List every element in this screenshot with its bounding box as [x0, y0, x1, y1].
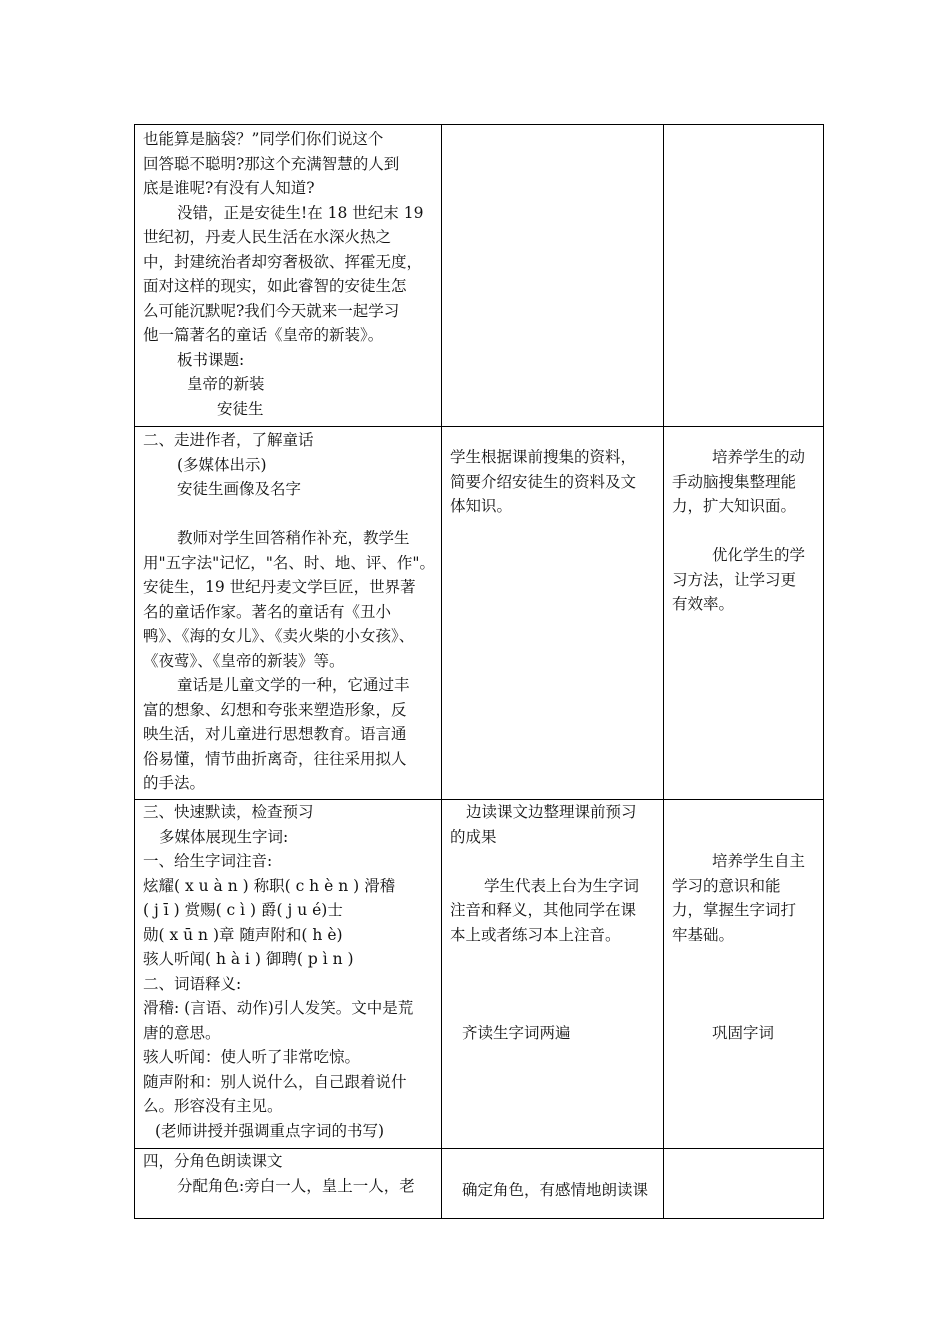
pinyin-line: 勋( x ū n )章 随声附和( h è)	[143, 925, 343, 944]
table-row	[135, 800, 824, 1149]
pinyin-line: 骇人听闻( h à i ) 御聘( p ì n )	[143, 950, 354, 968]
pinyin-line: 炫耀( x u à n ) 称职( c h è n ) 滑稽	[143, 876, 396, 895]
section-heading: 二、走进作者，了解童话	[143, 431, 314, 449]
text-line: 培养学生的动	[712, 448, 806, 466]
text-line: 注音和释义，其他同学在课	[450, 901, 637, 919]
board-title: 皇帝的新装	[187, 375, 265, 393]
text-line: 简要介绍安徒生的资料及文	[450, 472, 637, 491]
text-line: 一、给生字词注音:	[143, 852, 273, 870]
text-line: 学生代表上台为生字词	[484, 876, 640, 895]
text-line: 安徒生，19 世纪丹麦文学巨匠，世界著	[143, 578, 416, 596]
text-line: 板书课题:	[177, 350, 245, 369]
text-line: 力，扩大知识面。	[672, 497, 797, 515]
table-cell-process	[135, 1149, 442, 1219]
text-line: 骇人听闻：使人听了非常吃惊。	[143, 1048, 361, 1066]
text-line: 安徒生画像及名字	[177, 480, 302, 498]
board-author: 安徒生	[217, 399, 264, 418]
text-line: 的手法。	[143, 774, 206, 792]
text-line: 边读课文边整理课前预习	[466, 803, 637, 821]
table-cell-student	[442, 1149, 664, 1219]
text-line: 没错，正是安徒生!在 18 世纪末 19	[177, 203, 424, 222]
table-cell-process	[135, 800, 442, 1149]
table-row	[135, 125, 824, 427]
text-line: 牢基础。	[672, 925, 735, 944]
text-line: 也能算是脑袋？”同学们你们说这个	[143, 130, 384, 148]
text-line: 映生活，对儿童进行思想教育。语言通	[143, 725, 407, 743]
text-line: 富的想象、幻想和夸张来塑造形象，反	[143, 700, 407, 719]
table-cell-intent	[664, 125, 824, 427]
section-heading: 四，分角色朗读课文	[143, 1152, 283, 1170]
text-line: (多媒体出示)	[177, 455, 267, 474]
table-cell-process	[135, 125, 442, 427]
text-line: 面对这样的现实，如此睿智的安徒生怎	[143, 277, 407, 295]
text-line: 《夜莺》、《皇帝的新装》等。	[143, 651, 345, 670]
text-line: 用"五字法"记忆，"名、时、地、评、作"。	[143, 553, 436, 572]
text-line: 力，掌握生字词打	[672, 901, 797, 919]
table-cell-student	[442, 427, 664, 800]
text-line: 俗易懂，情节曲折离奇，往往采用拟人	[143, 749, 407, 768]
text-line: 体知识。	[450, 497, 513, 515]
text-line: 多媒体展现生字词:	[159, 827, 289, 846]
text-line: (老师讲授并强调重点字词的书写)	[155, 1121, 385, 1140]
text-line: 本上或者练习本上注音。	[450, 925, 621, 944]
text-line: 回答聪不聪明?那这个充满智慧的人到	[143, 154, 400, 173]
text-line: 么可能沉默呢?我们今天就来一起学习	[143, 301, 400, 320]
table-cell-intent	[664, 427, 824, 800]
table-row	[135, 1149, 824, 1219]
text-line: 随声附和：别人说什么，自己跟着说什	[143, 1072, 407, 1091]
text-line: 巩固字词	[712, 1023, 775, 1042]
text-line: 唐的意思。	[143, 1023, 221, 1042]
text-line: 二、词语释义:	[143, 974, 242, 993]
text-line: 分配角色:旁白一人，皇上一人，老	[177, 1176, 415, 1195]
text-line: 有效率。	[672, 595, 735, 613]
text-line: 童话是儿童文学的一种，它通过丰	[177, 676, 410, 694]
table-cell-student	[442, 800, 664, 1149]
text-line: 确定角色，有感情地朗读课	[462, 1181, 649, 1199]
table-cell-process	[135, 427, 442, 800]
text-line: 世纪初，丹麦人民生活在水深火热之	[143, 228, 392, 246]
text-line: 中，封建统治者却穷奢极欲、挥霍无度，	[143, 252, 423, 271]
table-row	[135, 427, 824, 800]
text-line: 滑稽: (言语、动作)引人发笑。文中是荒	[143, 999, 414, 1017]
table-cell-student	[442, 125, 664, 427]
text-line: 习方法，让学习更	[672, 570, 797, 589]
text-line: 学习的意识和能	[672, 876, 781, 895]
table-cell-intent	[664, 800, 824, 1149]
text-line: 他一篇著名的童话《皇帝的新装》。	[143, 326, 384, 344]
lesson-plan-table	[134, 124, 824, 1219]
text-line: 的成果	[450, 827, 497, 846]
text-line: 学生根据课前搜集的资料，	[450, 448, 637, 466]
text-line: 齐读生字词两遍	[462, 1023, 571, 1042]
text-line: 名的童话作家。著名的童话有《丑小	[143, 602, 392, 621]
text-line: 教师对学生回答稍作补充，教学生	[177, 529, 410, 547]
text-line: 培养学生自主	[712, 852, 806, 870]
text-line: 优化学生的学	[712, 546, 806, 564]
text-line: 鸭》、《海的女儿》、《卖火柴的小女孩》、	[143, 627, 415, 645]
text-line: 底是谁呢?有没有人知道?	[143, 179, 315, 197]
pinyin-line: ( j ī ) 赏赐( c ì ) 爵( j u é)士	[143, 901, 343, 919]
text-line: 么。形容没有主见。	[143, 1097, 283, 1115]
table-cell-intent	[664, 1149, 824, 1219]
text-line: 手动脑搜集整理能	[672, 472, 797, 491]
section-heading: 三、快速默读，检查预习	[143, 803, 314, 821]
